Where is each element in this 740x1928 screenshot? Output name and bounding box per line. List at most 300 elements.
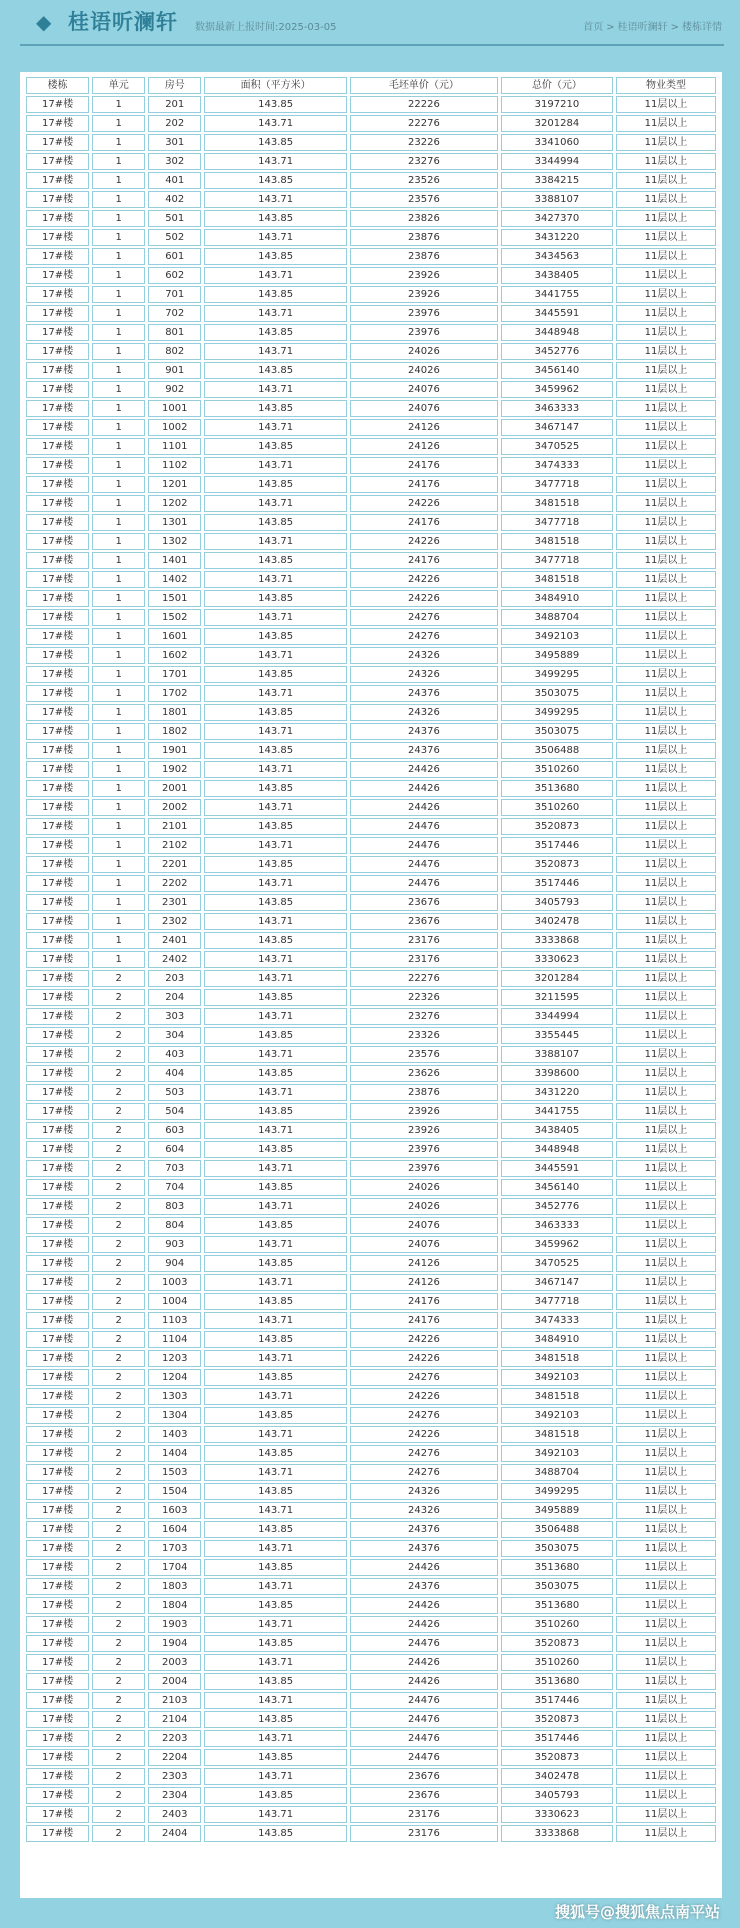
cell-property-type: 11层以上 [616,1198,716,1215]
cell-unit-price: 23976 [350,1141,498,1158]
cell-property-type: 11层以上 [616,1825,716,1842]
cell-building: 17#楼 [26,590,89,607]
cell-unit-price: 24476 [350,1635,498,1652]
cell-building: 17#楼 [26,989,89,1006]
cell-unit-price: 23176 [350,1825,498,1842]
table-row [26,1350,716,1367]
diamond-icon: ◆ [36,10,52,34]
cell-area: 143.71 [204,685,347,702]
cell-unit-price: 24376 [350,1521,498,1538]
table-row [26,1692,716,1709]
cell-property-type: 11层以上 [616,1350,716,1367]
cell-property-type: 11层以上 [616,837,716,854]
cell-room: 2103 [148,1692,201,1709]
table-row [26,1597,716,1614]
table-row [26,1179,716,1196]
cell-unit: 2 [92,1293,145,1310]
cell-unit-price: 23626 [350,1065,498,1082]
cell-unit-price: 24326 [350,1483,498,1500]
cell-area: 143.71 [204,457,347,474]
cell-property-type: 11层以上 [616,780,716,797]
table-row [26,1730,716,1747]
cell-building: 17#楼 [26,1198,89,1215]
cell-unit-price: 24426 [350,1654,498,1671]
cell-property-type: 11层以上 [616,1122,716,1139]
cell-property-type: 11层以上 [616,818,716,835]
table-row [26,1293,716,1310]
cell-building: 17#楼 [26,1578,89,1595]
cell-unit-price: 24276 [350,1445,498,1462]
table-row [26,704,716,721]
cell-room: 204 [148,989,201,1006]
cell-room: 1404 [148,1445,201,1462]
cell-unit: 1 [92,552,145,569]
cell-property-type: 11层以上 [616,685,716,702]
cell-area: 143.71 [204,1312,347,1329]
cell-unit-price: 24226 [350,533,498,550]
cell-unit: 2 [92,1065,145,1082]
cell-room: 1704 [148,1559,201,1576]
cell-property-type: 11层以上 [616,875,716,892]
cell-room: 1701 [148,666,201,683]
cell-unit: 1 [92,457,145,474]
cell-property-type: 11层以上 [616,96,716,113]
cell-building: 17#楼 [26,1179,89,1196]
cell-total-price: 3474333 [501,1312,613,1329]
cell-building: 17#楼 [26,96,89,113]
cell-unit-price: 23926 [350,267,498,284]
cell-area: 143.85 [204,989,347,1006]
table-row [26,1787,716,1804]
cell-property-type: 11层以上 [616,457,716,474]
cell-unit-price: 22226 [350,96,498,113]
cell-total-price: 3467147 [501,419,613,436]
cell-unit-price: 24326 [350,704,498,721]
cell-total-price: 3402478 [501,913,613,930]
cell-unit-price: 24176 [350,476,498,493]
cell-unit: 2 [92,1578,145,1595]
page-header [20,0,724,46]
cell-area: 143.85 [204,400,347,417]
cell-unit-price: 24476 [350,856,498,873]
cell-room: 1402 [148,571,201,588]
cell-property-type: 11层以上 [616,1008,716,1025]
cell-building: 17#楼 [26,1312,89,1329]
cell-room: 203 [148,970,201,987]
column-header-room: 房号 [148,77,201,94]
cell-total-price: 3438405 [501,267,613,284]
cell-building: 17#楼 [26,1806,89,1823]
cell-unit-price: 24226 [350,590,498,607]
cell-unit: 2 [92,1502,145,1519]
cell-unit: 2 [92,989,145,1006]
cell-unit-price: 24426 [350,761,498,778]
cell-unit-price: 24226 [350,571,498,588]
cell-area: 143.85 [204,1483,347,1500]
cell-property-type: 11层以上 [616,400,716,417]
table-row [26,913,716,930]
cell-unit-price: 24326 [350,1502,498,1519]
cell-total-price: 3510260 [501,1654,613,1671]
cell-room: 2203 [148,1730,201,1747]
cell-building: 17#楼 [26,153,89,170]
cell-room: 403 [148,1046,201,1063]
cell-property-type: 11层以上 [616,1654,716,1671]
cell-room: 903 [148,1236,201,1253]
cell-total-price: 3477718 [501,552,613,569]
cell-building: 17#楼 [26,495,89,512]
cell-property-type: 11层以上 [616,742,716,759]
cell-building: 17#楼 [26,1103,89,1120]
cell-unit: 2 [92,1616,145,1633]
cell-total-price: 3488704 [501,1464,613,1481]
cell-room: 1004 [148,1293,201,1310]
cell-building: 17#楼 [26,666,89,683]
cell-unit: 2 [92,1198,145,1215]
cell-unit: 2 [92,1635,145,1652]
cell-unit: 1 [92,723,145,740]
cell-unit-price: 24276 [350,1369,498,1386]
cell-property-type: 11层以上 [616,1635,716,1652]
cell-unit: 1 [92,780,145,797]
cell-total-price: 3477718 [501,1293,613,1310]
cell-area: 143.85 [204,1559,347,1576]
cell-unit: 1 [92,267,145,284]
cell-unit-price: 23576 [350,191,498,208]
cell-building: 17#楼 [26,799,89,816]
cell-room: 602 [148,267,201,284]
cell-property-type: 11层以上 [616,172,716,189]
cell-area: 143.71 [204,1464,347,1481]
cell-building: 17#楼 [26,362,89,379]
cell-unit-price: 24076 [350,381,498,398]
cell-building: 17#楼 [26,913,89,930]
cell-unit: 1 [92,894,145,911]
cell-property-type: 11层以上 [616,1255,716,1272]
cell-area: 143.71 [204,970,347,987]
cell-area: 143.71 [204,1084,347,1101]
cell-unit-price: 24076 [350,400,498,417]
cell-total-price: 3481518 [501,1426,613,1443]
cell-unit: 2 [92,1692,145,1709]
cell-total-price: 3499295 [501,666,613,683]
breadcrumb-home[interactable]: 首页 [583,22,604,33]
table-row [26,438,716,455]
cell-area: 143.71 [204,609,347,626]
cell-unit: 2 [92,1217,145,1234]
cell-property-type: 11层以上 [616,1711,716,1728]
cell-property-type: 11层以上 [616,932,716,949]
cell-unit: 2 [92,1730,145,1747]
cell-area: 143.71 [204,115,347,132]
cell-unit: 1 [92,913,145,930]
cell-unit: 1 [92,932,145,949]
cell-area: 143.85 [204,172,347,189]
cell-unit: 1 [92,875,145,892]
cell-property-type: 11层以上 [616,476,716,493]
cell-unit-price: 23876 [350,1084,498,1101]
table-row [26,229,716,246]
cell-area: 143.85 [204,324,347,341]
breadcrumb-project[interactable]: 桂语听澜轩 [617,22,668,33]
cell-unit: 2 [92,1084,145,1101]
cell-property-type: 11层以上 [616,894,716,911]
cell-building: 17#楼 [26,286,89,303]
cell-area: 143.71 [204,1578,347,1595]
table-row [26,457,716,474]
cell-area: 143.85 [204,818,347,835]
cell-total-price: 3481518 [501,571,613,588]
cell-total-price: 3517446 [501,837,613,854]
cell-area: 143.85 [204,1141,347,1158]
cell-total-price: 3495889 [501,1502,613,1519]
cell-area: 143.85 [204,1331,347,1348]
cell-area: 143.71 [204,1768,347,1785]
cell-building: 17#楼 [26,1692,89,1709]
cell-total-price: 3520873 [501,856,613,873]
cell-area: 143.85 [204,514,347,531]
breadcrumb-separator: > [670,22,679,33]
table-row [26,951,716,968]
cell-room: 1503 [148,1464,201,1481]
cell-unit-price: 24176 [350,1312,498,1329]
cell-total-price: 3510260 [501,799,613,816]
cell-room: 1302 [148,533,201,550]
cell-building: 17#楼 [26,1483,89,1500]
cell-unit: 2 [92,1369,145,1386]
cell-unit: 2 [92,1008,145,1025]
cell-building: 17#楼 [26,628,89,645]
cell-unit: 1 [92,153,145,170]
cell-room: 404 [148,1065,201,1082]
cell-total-price: 3513680 [501,1673,613,1690]
cell-unit: 1 [92,704,145,721]
cell-unit-price: 23826 [350,210,498,227]
table-row [26,1236,716,1253]
cell-room: 1401 [148,552,201,569]
cell-total-price: 3452776 [501,1198,613,1215]
cell-total-price: 3355445 [501,1027,613,1044]
cell-area: 143.71 [204,1426,347,1443]
cell-building: 17#楼 [26,742,89,759]
cell-total-price: 3506488 [501,742,613,759]
cell-total-price: 3517446 [501,875,613,892]
cell-building: 17#楼 [26,685,89,702]
cell-unit: 2 [92,1464,145,1481]
cell-unit-price: 24126 [350,1255,498,1272]
table-row [26,1673,716,1690]
table-row [26,989,716,1006]
cell-room: 904 [148,1255,201,1272]
cell-total-price: 3445591 [501,305,613,322]
cell-room: 1901 [148,742,201,759]
cell-building: 17#楼 [26,1388,89,1405]
cell-building: 17#楼 [26,1350,89,1367]
cell-property-type: 11层以上 [616,210,716,227]
table-row [26,761,716,778]
cell-unit: 2 [92,1103,145,1120]
cell-property-type: 11层以上 [616,153,716,170]
cell-property-type: 11层以上 [616,1217,716,1234]
cell-unit-price: 23676 [350,1787,498,1804]
table-row [26,932,716,949]
cell-property-type: 11层以上 [616,305,716,322]
cell-room: 601 [148,248,201,265]
cell-property-type: 11层以上 [616,1521,716,1538]
cell-building: 17#楼 [26,704,89,721]
cell-property-type: 11层以上 [616,1426,716,1443]
cell-property-type: 11层以上 [616,267,716,284]
cell-unit: 1 [92,381,145,398]
table-row [26,1198,716,1215]
cell-unit: 1 [92,191,145,208]
table-row [26,305,716,322]
cell-unit: 1 [92,172,145,189]
cell-room: 202 [148,115,201,132]
cell-area: 143.71 [204,419,347,436]
cell-unit: 1 [92,514,145,531]
cell-room: 201 [148,96,201,113]
cell-property-type: 11层以上 [616,856,716,873]
table-row [26,1559,716,1576]
cell-building: 17#楼 [26,1445,89,1462]
cell-total-price: 3438405 [501,1122,613,1139]
cell-area: 143.85 [204,742,347,759]
cell-room: 1101 [148,438,201,455]
cell-total-price: 3481518 [501,1388,613,1405]
table-row [26,248,716,265]
cell-unit-price: 23876 [350,229,498,246]
cell-area: 143.85 [204,286,347,303]
cell-room: 1604 [148,1521,201,1538]
cell-unit: 2 [92,1483,145,1500]
cell-unit-price: 24376 [350,685,498,702]
cell-total-price: 3520873 [501,1711,613,1728]
cell-room: 2302 [148,913,201,930]
cell-property-type: 11层以上 [616,533,716,550]
table-row [26,191,716,208]
cell-building: 17#楼 [26,1521,89,1538]
cell-unit-price: 23976 [350,324,498,341]
cell-unit-price: 24176 [350,457,498,474]
cell-building: 17#楼 [26,1293,89,1310]
unit-table [23,75,719,1844]
cell-total-price: 3201284 [501,970,613,987]
cell-property-type: 11层以上 [616,1730,716,1747]
cell-unit: 1 [92,134,145,151]
table-row [26,1502,716,1519]
cell-room: 1902 [148,761,201,778]
cell-unit-price: 23926 [350,1122,498,1139]
cell-building: 17#楼 [26,1559,89,1576]
cell-total-price: 3459962 [501,381,613,398]
cell-building: 17#楼 [26,1654,89,1671]
cell-unit: 1 [92,799,145,816]
cell-area: 143.71 [204,799,347,816]
cell-property-type: 11层以上 [616,1578,716,1595]
cell-unit: 2 [92,1445,145,1462]
table-row [26,96,716,113]
cell-unit-price: 24376 [350,723,498,740]
cell-unit: 1 [92,495,145,512]
cell-building: 17#楼 [26,134,89,151]
cell-area: 143.85 [204,248,347,265]
cell-area: 143.85 [204,704,347,721]
cell-area: 143.85 [204,1407,347,1424]
cell-unit: 1 [92,343,145,360]
cell-total-price: 3495889 [501,647,613,664]
cell-building: 17#楼 [26,951,89,968]
table-row [26,324,716,341]
cell-room: 2104 [148,1711,201,1728]
table-row [26,1540,716,1557]
cell-unit-price: 24476 [350,1730,498,1747]
cell-unit: 1 [92,248,145,265]
cell-area: 143.85 [204,1255,347,1272]
cell-area: 143.71 [204,1046,347,1063]
cell-total-price: 3492103 [501,1445,613,1462]
cell-unit-price: 23276 [350,153,498,170]
cell-building: 17#楼 [26,1825,89,1842]
table-row [26,172,716,189]
cell-total-price: 3517446 [501,1692,613,1709]
cell-total-price: 3510260 [501,761,613,778]
cell-total-price: 3405793 [501,894,613,911]
cell-unit-price: 24376 [350,742,498,759]
cell-property-type: 11层以上 [616,343,716,360]
cell-area: 143.71 [204,571,347,588]
cell-unit-price: 24126 [350,1274,498,1291]
cell-unit: 1 [92,761,145,778]
cell-building: 17#楼 [26,1616,89,1633]
cell-total-price: 3330623 [501,951,613,968]
cell-unit-price: 22276 [350,115,498,132]
cell-area: 143.71 [204,153,347,170]
cell-building: 17#楼 [26,1369,89,1386]
cell-room: 902 [148,381,201,398]
cell-property-type: 11层以上 [616,362,716,379]
cell-room: 1201 [148,476,201,493]
cell-unit-price: 24126 [350,438,498,455]
cell-area: 143.85 [204,628,347,645]
table-row [26,818,716,835]
cell-building: 17#楼 [26,1160,89,1177]
table-row [26,1483,716,1500]
cell-area: 143.71 [204,1540,347,1557]
cell-total-price: 3201284 [501,115,613,132]
table-row [26,875,716,892]
cell-building: 17#楼 [26,1008,89,1025]
cell-unit-price: 24426 [350,799,498,816]
table-row [26,1141,716,1158]
cell-area: 143.71 [204,1122,347,1139]
cell-room: 402 [148,191,201,208]
cell-area: 143.85 [204,1749,347,1766]
cell-unit-price: 24176 [350,552,498,569]
cell-property-type: 11层以上 [616,1236,716,1253]
cell-total-price: 3484910 [501,1331,613,1348]
breadcrumb-current: 楼栋详情 [682,22,722,33]
table-row [26,1274,716,1291]
cell-building: 17#楼 [26,1236,89,1253]
cell-room: 1203 [148,1350,201,1367]
cell-total-price: 3470525 [501,438,613,455]
column-header-area: 面积（平方米） [204,77,347,94]
cell-total-price: 3211595 [501,989,613,1006]
cell-room: 2004 [148,1673,201,1690]
cell-unit-price: 24476 [350,837,498,854]
cell-property-type: 11层以上 [616,590,716,607]
